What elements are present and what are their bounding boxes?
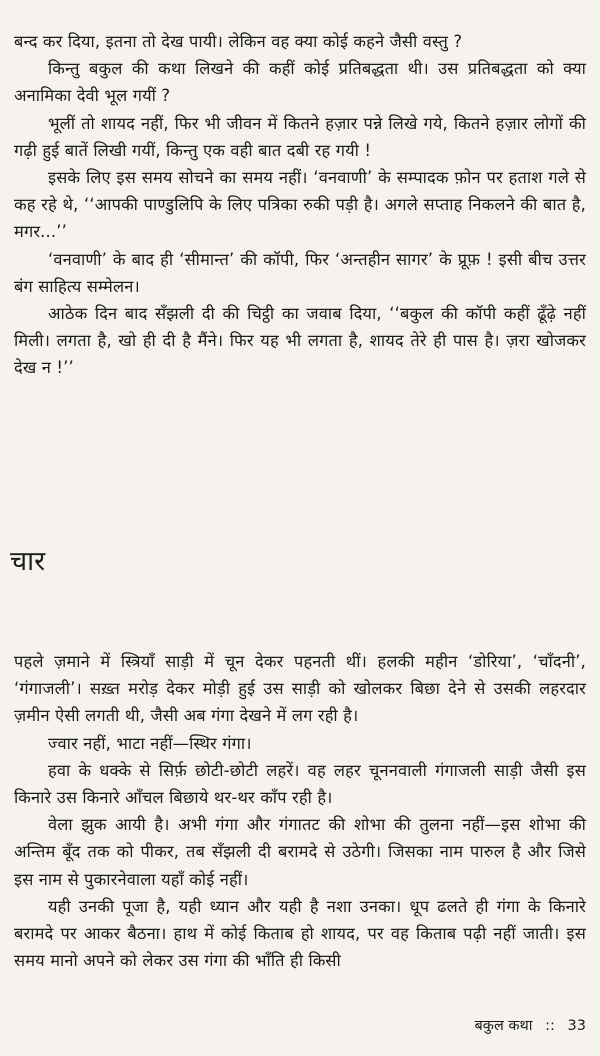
paragraph: वेला झुक आयी है। अभी गंगा और गंगातट की शोभा की तुलना नहीं—इस शोभा की अन्तिम बूँद तक को पीकर, तब सँझली दी बरामदे से उठेगी। जिसका नाम पारुल है और जिसे इस नाम से पुकारनेवाला यहाँ कोई नहीं। <box>14 815 586 889</box>
paragraph: यही उनकी पूजा है, यही ध्यान और यही है नशा उनका। धूप ढलते ही गंगा के किनारे बरामदे पर आकर बैठना। हाथ में कोई किताब हो शायद, पर वह किताब पढ़ी नहीं जाती। इस समय मानो अपने को लेकर उस गंगा की भाँति ही किसी <box>14 896 586 971</box>
paragraph: इसके लिए इस समय सोचने का समय नहीं। ‘वनवाणी’ के सम्पादक फ़ोन पर हताश गले से कह रहे थे, ‘‘आपकी पाण्डुलिपि के लिए पत्रिका रुकी पड़ी है। अगले सप्ताह निकलने की बात है, मगर...’’ <box>14 168 586 242</box>
section-two <box>14 648 586 974</box>
section-one <box>14 28 586 382</box>
paragraph: आठेक दिन बाद सँझली दी की चिट्ठी का जवाब दिया, ‘‘बकुल की कॉपी कहीं ढूँढ़े नहीं मिली। लगता है, खो ही दी है मैंने। फिर यह भी लगता है, शायद तेरे ही पास है। ज़रा खोजकर देख न !’’ <box>14 304 586 378</box>
paragraph: पहले ज़माने में स्त्रियाँ साड़ी में चून देकर पहनती थीं। हलकी महीन ‘डोरिया’, ‘चाँदनी’, ‘गंगाजली’। सख़्त मरोड़ देकर मोड़ी हुई उस साड़ी को खोलकर बिछा देने से उसकी लहरदार ज़मीन ऐसी लगती थी, जैसी अब गंगा देखने में लग रही है। <box>14 652 586 726</box>
paragraph: ज्वार नहीं, भाटा नहीं—स्थिर गंगा। <box>48 733 252 753</box>
paragraph: बन्द कर दिया, इतना तो देख पायी। लेकिन वह क्या कोई कहने जैसी वस्तु ? <box>14 32 463 51</box>
paragraph: हवा के धक्के से सिर्फ़ छोटी-छोटी लहरें। वह लहर चूननवाली गंगाजली साड़ी जैसी इस किनारे उस किनारे आँचल बिछाये थर-थर काँप रही है। <box>14 760 586 808</box>
paragraph: किन्तु बकुल की कथा लिखने की कहीं कोई प्रतिबद्धता थी। उस प्रतिबद्धता को क्या अनामिका देवी भूल गयीं ? <box>14 59 586 106</box>
paragraph: ‘वनवाणी’ के बाद ही ‘सीमान्त’ की कॉपी, फिर ‘अन्तहीन सागर’ के प्रूफ़ ! इसी बीच उत्तर बंग साहित्य सम्मेलन। <box>14 249 586 296</box>
running-title: बकुल कथा <box>474 1018 533 1034</box>
paragraph: भूलीं तो शायद नहीं, फिर भी जीवन में कितने हज़ार पन्ने लिखे गये, कितने हज़ार लोगों की गढ़ी हुई बातें लिखी गयीं, किन्तु एक वही बात दबी रह गयी ! <box>14 113 586 160</box>
page-footer <box>475 1016 586 1036</box>
page-number: 33 <box>567 1018 586 1034</box>
footer-separator: :: <box>545 1018 555 1034</box>
chapter-heading: चार <box>10 546 46 577</box>
